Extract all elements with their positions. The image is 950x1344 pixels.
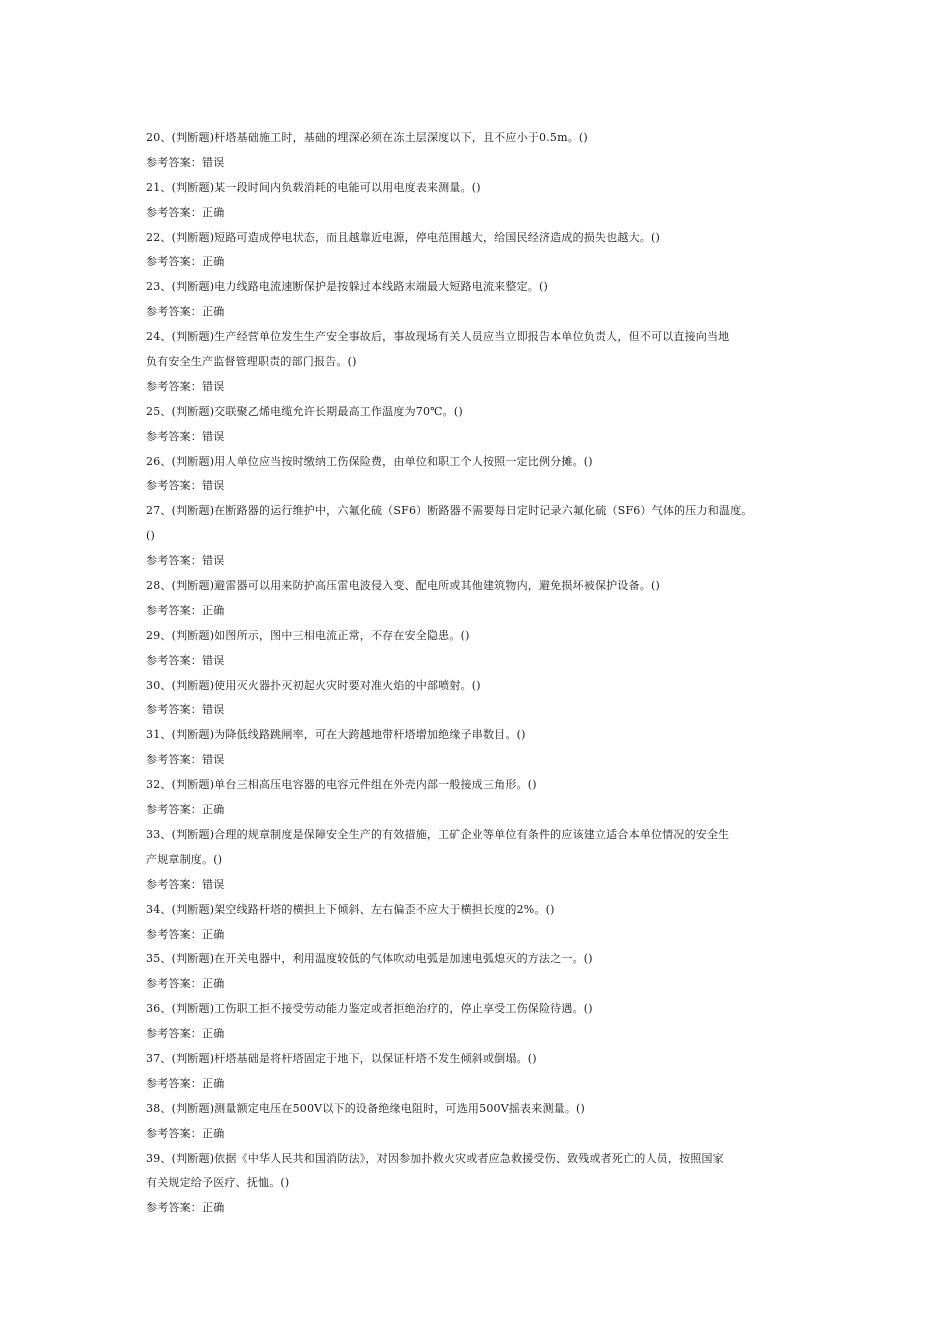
answer-text: 参考答案：正确 — [146, 603, 225, 617]
answer-text: 参考答案：错误 — [146, 554, 225, 568]
answer-text: 参考答案：正确 — [146, 977, 225, 991]
question-text: 24、(判断题)生产经营单位发生生产安全事故后，事故现场有关人员应当立即报告本单位负责人，但不可以直接向当地 — [146, 330, 730, 344]
question-text: 23、(判断题)电力线路电流速断保护是按躲过本线路末端最大短路电流来整定。() — [146, 280, 548, 294]
question-text: 39、(判断题)依据《中华人民共和国消防法》，对因参加扑救火灾或者应急救援受伤、致残或者死亡的人员，按照国家 — [146, 1151, 724, 1165]
question-text: 20、(判断题)杆塔基础施工时，基础的埋深必须在冻土层深度以下，且不应小于0.5m。() — [146, 131, 588, 144]
question-text: 30、(判断题)使用灭火器扑灭初起火灾时要对准火焰的中部喷射。() — [146, 678, 481, 692]
question-text: 35、(判断题)在开关电器中，利用温度较低的气体吹动电弧是加速电弧熄灭的方法之一。() — [146, 952, 593, 966]
answer-text: 参考答案：正确 — [146, 803, 225, 817]
question-text: 28、(判断题)避雷器可以用来防护高压雷电波侵入变、配电所或其他建筑物内，避免损坏被保护设备。() — [146, 579, 660, 593]
answer-text: 参考答案：正确 — [146, 1126, 225, 1140]
answer-text: 参考答案：错误 — [146, 877, 225, 891]
answer-text: 参考答案：正确 — [146, 1027, 225, 1041]
question-list — [146, 126, 818, 1221]
question-text: 32、(判断题)单台三相高压电容器的电容元件组在外壳内部一般接成三角形。() — [146, 778, 537, 792]
question-text: 33、(判断题)合理的规章制度是保障安全生产的有效措施，工矿企业等单位有条件的应该建立适合本单位情况的安全生 — [146, 827, 730, 841]
answer-text: 参考答案：正确 — [146, 927, 225, 941]
question-text: 29、(判断题)如图所示，图中三相电流正常，不存在安全隐患。() — [146, 628, 470, 642]
answer-text: 参考答案：错误 — [146, 479, 225, 493]
question-text: 26、(判断题)用人单位应当按时缴纳工伤保险费，由单位和职工个人按照一定比例分摊。() — [146, 454, 593, 468]
answer-text: 参考答案：正确 — [146, 1201, 225, 1215]
answer-text: 参考答案：错误 — [146, 703, 225, 717]
answer-text: 参考答案：错误 — [146, 653, 225, 667]
question-text: 34、(判断题)架空线路杆塔的横担上下倾斜、左右偏歪不应大于横担长度的2%。() — [146, 902, 555, 916]
answer-text: 参考答案：错误 — [146, 155, 225, 169]
answer-text: 参考答案：错误 — [146, 379, 225, 393]
question-text-continued: 负有安全生产监督管理职责的部门报告。() — [146, 355, 357, 369]
question-text: 37、(判断题)杆塔基础是将杆塔固定于地下，以保证杆塔不发生倾斜或倒塌。() — [146, 1051, 537, 1065]
answer-text: 参考答案：正确 — [146, 1076, 225, 1090]
answer-text: 参考答案：正确 — [146, 255, 225, 269]
question-text-continued: () — [146, 529, 155, 543]
question-text: 21、(判断题)某一段时间内负载消耗的电能可以用电度表来测量。() — [146, 180, 481, 194]
answer-text: 参考答案：正确 — [146, 305, 225, 319]
question-text-continued: 产规章制度。() — [146, 852, 223, 866]
question-text: 27、(判断题)在断路器的运行维护中，六氟化硫（SF6）断路器不需要每日定时记录六氟化硫（SF6）气体的压力和温度。 — [146, 504, 753, 518]
answer-text: 参考答案：错误 — [146, 429, 225, 443]
question-text: 38、(判断题)测量额定电压在500V以下的设备绝缘电阻时，可选用500V摇表来测量。() — [146, 1101, 586, 1115]
question-text: 25、(判断题)交联聚乙烯电缆允许长期最高工作温度为70℃。() — [146, 404, 463, 418]
question-text: 36、(判断题)工伤职工拒不接受劳动能力鉴定或者拒绝治疗的，停止享受工伤保险待遇。() — [146, 1002, 593, 1016]
answer-text: 参考答案：错误 — [146, 753, 225, 767]
question-text: 31、(判断题)为降低线路跳闸率，可在大跨越地带杆塔增加绝缘子串数目。() — [146, 728, 526, 742]
question-text: 22、(判断题)短路可造成停电状态，而且越靠近电源，停电范围越大，给国民经济造成的损失也越大。() — [146, 230, 660, 244]
answer-text: 参考答案：正确 — [146, 205, 225, 219]
question-text-continued: 有关规定给予医疗、抚恤。() — [146, 1176, 290, 1190]
